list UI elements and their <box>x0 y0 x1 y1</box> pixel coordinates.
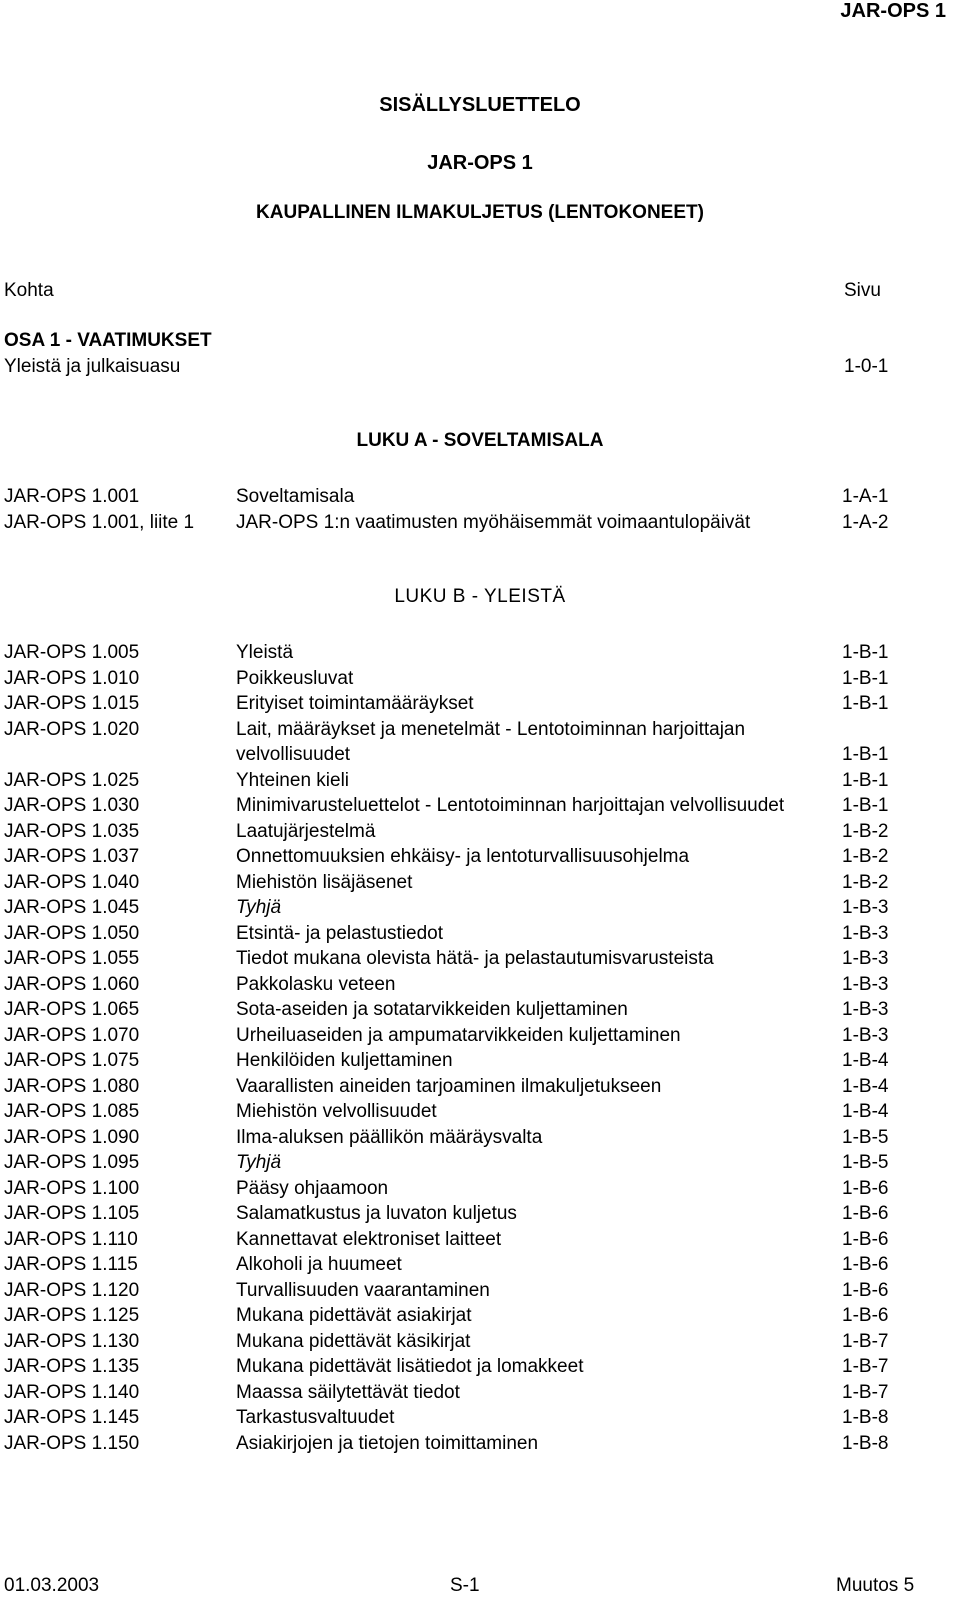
toc-entry[interactable] <box>0 717 960 768</box>
toc-entry-code: JAR-OPS 1.037 <box>4 846 140 867</box>
toc-entry-title: Mukana pidettävät lisätiedot ja lomakkeet <box>236 1356 584 1377</box>
toc-entry-code: JAR-OPS 1.125 <box>4 1305 140 1326</box>
toc-entry-code: JAR-OPS 1.065 <box>4 999 140 1020</box>
toc-entry[interactable] <box>0 1380 960 1406</box>
toc-entry-title: Mukana pidettävät asiakirjat <box>236 1305 472 1326</box>
toc-entry[interactable] <box>0 666 960 692</box>
toc-entry-page: 1-B-3 <box>842 999 889 1020</box>
footer-page-number: S-1 <box>450 1575 480 1596</box>
toc-entry-page: 1-B-3 <box>842 922 889 944</box>
section-a-heading: LUKU A - SOVELTAMISALA <box>356 430 604 451</box>
toc-entry-code: JAR-OPS 1.070 <box>4 1024 140 1046</box>
toc-entry-page: 1-A-1 <box>842 486 889 507</box>
toc-entry-code: JAR-OPS 1.080 <box>4 1075 140 1097</box>
toc-entry-page: 1-B-4 <box>842 1050 889 1071</box>
toc-entry-page: 1-B-6 <box>842 1203 889 1224</box>
toc-entry-code: JAR-OPS 1.100 <box>4 1177 140 1199</box>
section-b-entries <box>0 640 960 1456</box>
toc-entry[interactable] <box>0 1125 960 1151</box>
toc-entry-page: 1-B-1 <box>842 693 889 714</box>
toc-entry-code: JAR-OPS 1.115 <box>4 1254 138 1275</box>
toc-entry-code: JAR-OPS 1.090 <box>4 1126 140 1148</box>
toc-entry-code: JAR-OPS 1.001, liite 1 <box>4 511 195 533</box>
toc-entry-code: JAR-OPS 1.001 <box>4 486 140 507</box>
toc-entry-page: 1-B-4 <box>842 1101 889 1122</box>
toc-entry-code: JAR-OPS 1.005 <box>4 642 140 663</box>
toc-entry-title: Sota-aseiden ja sotatarvikkeiden kuljettaminen <box>236 999 628 1020</box>
toc-entry-code: JAR-OPS 1.010 <box>4 667 140 689</box>
toc-entry-page: 1-B-8 <box>842 1432 889 1454</box>
toc-entry-code: JAR-OPS 1.105 <box>4 1203 140 1224</box>
toc-entry[interactable] <box>0 1431 960 1457</box>
toc-entry-title: Kannettavat elektroniset laitteet <box>236 1228 502 1250</box>
toc-entry-title: Laatujärjestelmä <box>236 820 376 842</box>
toc-entry-title: Salamatkustus ja luvaton kuljetus <box>236 1203 517 1224</box>
toc-entry-title: Poikkeusluvat <box>236 667 354 689</box>
toc-entry-page: 1-B-6 <box>842 1254 889 1275</box>
toc-entry-title: Henkilöiden kuljettaminen <box>236 1050 453 1071</box>
toc-entry-page: 1-B-5 <box>842 1152 889 1173</box>
toc-entry-title: Tiedot mukana olevista hätä- ja pelastautumisvarusteista <box>236 948 714 969</box>
toc-entry[interactable] <box>0 510 960 536</box>
toc-entry[interactable] <box>0 819 960 845</box>
toc-entry-code: JAR-OPS 1.095 <box>4 1152 140 1173</box>
toc-entry-page: 1-B-3 <box>842 1024 889 1046</box>
section-a-entries <box>0 484 960 535</box>
toc-entry-code: JAR-OPS 1.050 <box>4 922 140 944</box>
toc-entry-page: 1-B-3 <box>842 897 889 918</box>
toc-entry-title: Ilma-aluksen päällikön määräysvalta <box>236 1126 543 1148</box>
toc-entry-page: 1-B-7 <box>842 1356 889 1377</box>
toc-entry[interactable] <box>0 1405 960 1431</box>
toc-entry[interactable] <box>0 844 960 870</box>
toc-entry-page: 1-B-6 <box>842 1279 889 1301</box>
toc-entry[interactable] <box>0 870 960 896</box>
toc-entry-page: 1-B-1 <box>842 795 889 816</box>
toc-entry-title: JAR-OPS 1:n vaatimusten myöhäisemmät voimaantulopäivät <box>236 511 751 533</box>
toc-entry-title: Pakkolasku veteen <box>236 973 396 995</box>
toc-entry-page: 1-B-2 <box>842 820 889 842</box>
toc-entry[interactable] <box>0 921 960 947</box>
toc-entry-title: Tyhjä <box>236 897 282 918</box>
regulation-subtitle: KAUPALLINEN ILMAKULJETUS (LENTOKONEET) <box>256 202 704 223</box>
toc-entry[interactable] <box>0 640 960 666</box>
toc-entry[interactable] <box>0 793 960 819</box>
toc-entry-title: Onnettomuuksien ehkäisy- ja lentoturvallisuusohjelma <box>236 846 690 867</box>
toc-entry-code: JAR-OPS 1.040 <box>4 871 140 893</box>
toc-entry[interactable] <box>0 484 960 510</box>
toc-entry-title: Minimivarusteluettelot - Lentotoiminnan harjoittajan velvollisuudet <box>236 795 785 816</box>
toc-entry[interactable] <box>0 1201 960 1227</box>
toc-entry-title: Tarkastusvaltuudet <box>236 1407 395 1428</box>
toc-entry-page: 1-B-2 <box>842 871 889 893</box>
toc-entry[interactable] <box>0 1048 960 1074</box>
toc-entry[interactable] <box>0 997 960 1023</box>
toc-entry-title: Lait, määräykset ja menetelmät - Lentotoiminnan harjoittajan velvollisuudet <box>236 718 746 765</box>
page-footer <box>0 1575 960 1605</box>
toc-entry-code: JAR-OPS 1.135 <box>4 1356 140 1377</box>
toc-entry-title: Etsintä- ja pelastustiedot <box>236 922 444 944</box>
toc-entry[interactable] <box>0 768 960 794</box>
footer-revision: Muutos 5 <box>836 1575 915 1596</box>
toc-entry[interactable] <box>0 946 960 972</box>
toc-entry-code: JAR-OPS 1.085 <box>4 1101 140 1122</box>
toc-entry-code: JAR-OPS 1.140 <box>4 1381 140 1403</box>
toc-entry-title: Miehistön lisäjäsenet <box>236 871 413 893</box>
document-code-header: JAR-OPS 1 <box>840 0 946 22</box>
toc-entry-title: Alkoholi ja huumeet <box>236 1254 402 1275</box>
toc-entry-title: Erityiset toimintamääräykset <box>236 693 474 714</box>
toc-entry-page: 1-B-5 <box>842 1126 889 1148</box>
toc-entry[interactable] <box>0 1176 960 1202</box>
toc-entry-title: Mukana pidettävät käsikirjat <box>236 1330 471 1352</box>
toc-entry-code: JAR-OPS 1.120 <box>4 1279 140 1301</box>
toc-entry[interactable] <box>0 1099 960 1125</box>
toc-entry[interactable] <box>0 1252 960 1278</box>
footer-date: 01.03.2003 <box>4 1575 100 1596</box>
toc-entry-title: Asiakirjojen ja tietojen toimittaminen <box>236 1432 539 1454</box>
toc-entry-page: 1-B-3 <box>842 973 889 995</box>
toc-entry-code: JAR-OPS 1.055 <box>4 948 140 969</box>
toc-entry-page: 1-B-1 <box>842 769 889 791</box>
intro-entry[interactable] <box>0 356 960 380</box>
section-b-heading: LUKU B - YLEISTÄ <box>394 586 566 607</box>
toc-entry-title: Maassa säilytettävät tiedot <box>236 1381 460 1403</box>
toc-entry-code: JAR-OPS 1.025 <box>4 769 140 791</box>
regulation-title: JAR-OPS 1 <box>427 152 533 174</box>
toc-entry[interactable] <box>0 1278 960 1304</box>
toc-entry-title: Vaarallisten aineiden tarjoaminen ilmakuljetukseen <box>236 1075 662 1097</box>
toc-entry-title: Turvallisuuden vaarantaminen <box>236 1279 490 1301</box>
toc-entry-code: JAR-OPS 1.130 <box>4 1330 140 1352</box>
column-header-page: Sivu <box>844 280 881 301</box>
intro-entry-title: Yleistä ja julkaisuasu <box>4 356 181 377</box>
toc-entry[interactable] <box>0 1023 960 1049</box>
intro-entry-page: 1-0-1 <box>844 356 889 377</box>
toc-entry-code: JAR-OPS 1.110 <box>4 1228 138 1250</box>
toc-entry-page: 1-B-7 <box>842 1381 889 1403</box>
toc-entry-code: JAR-OPS 1.030 <box>4 795 140 816</box>
toc-entry-page: 1-B-7 <box>842 1330 889 1352</box>
toc-entry-title: Soveltamisala <box>236 486 355 507</box>
toc-entry-code: JAR-OPS 1.020 <box>4 718 140 740</box>
toc-entry-page: 1-B-6 <box>842 1177 889 1199</box>
toc-entry[interactable] <box>0 691 960 717</box>
column-header-section: Kohta <box>4 280 54 301</box>
toc-entry-code: JAR-OPS 1.060 <box>4 973 140 995</box>
toc-entry[interactable] <box>0 1150 960 1176</box>
toc-entry-page: 1-B-1 <box>842 642 889 663</box>
toc-entry[interactable] <box>0 895 960 921</box>
toc-title: SISÄLLYSLUETTELO <box>379 94 581 116</box>
toc-entry-page: 1-B-3 <box>842 948 889 969</box>
toc-entry[interactable] <box>0 1227 960 1253</box>
toc-entry-page: 1-B-1 <box>842 667 889 689</box>
toc-entry-page: 1-B-2 <box>842 846 889 867</box>
toc-entry[interactable] <box>0 1354 960 1380</box>
toc-entry-page: 1-B-6 <box>842 1305 889 1326</box>
toc-entry[interactable] <box>0 1329 960 1355</box>
toc-entry[interactable] <box>0 1074 960 1100</box>
toc-entry[interactable] <box>0 972 960 998</box>
toc-entry-page: 1-B-6 <box>842 1228 889 1250</box>
part-title: OSA 1 - VAATIMUKSET <box>4 330 212 351</box>
toc-entry-title: Pääsy ohjaamoon <box>236 1177 389 1199</box>
toc-entry-title: Yleistä <box>236 642 294 663</box>
toc-entry[interactable] <box>0 1303 960 1329</box>
toc-entry-page: 1-B-1 <box>842 744 889 765</box>
toc-entry-code: JAR-OPS 1.150 <box>4 1432 140 1454</box>
toc-entry-code: JAR-OPS 1.075 <box>4 1050 140 1071</box>
toc-entry-page: 1-A-2 <box>842 511 889 533</box>
toc-entry-code: JAR-OPS 1.045 <box>4 897 140 918</box>
toc-entry-code: JAR-OPS 1.035 <box>4 820 140 842</box>
toc-entry-title: Tyhjä <box>236 1152 282 1173</box>
toc-entry-page: 1-B-8 <box>842 1407 889 1428</box>
toc-entry-code: JAR-OPS 1.015 <box>4 693 140 714</box>
toc-entry-title: Miehistön velvollisuudet <box>236 1101 437 1122</box>
toc-entry-title: Urheiluaseiden ja ampumatarvikkeiden kuljettaminen <box>236 1024 681 1046</box>
toc-entry-title: Yhteinen kieli <box>236 769 350 791</box>
toc-entry-code: JAR-OPS 1.145 <box>4 1407 140 1428</box>
toc-entry-page: 1-B-4 <box>842 1075 889 1097</box>
